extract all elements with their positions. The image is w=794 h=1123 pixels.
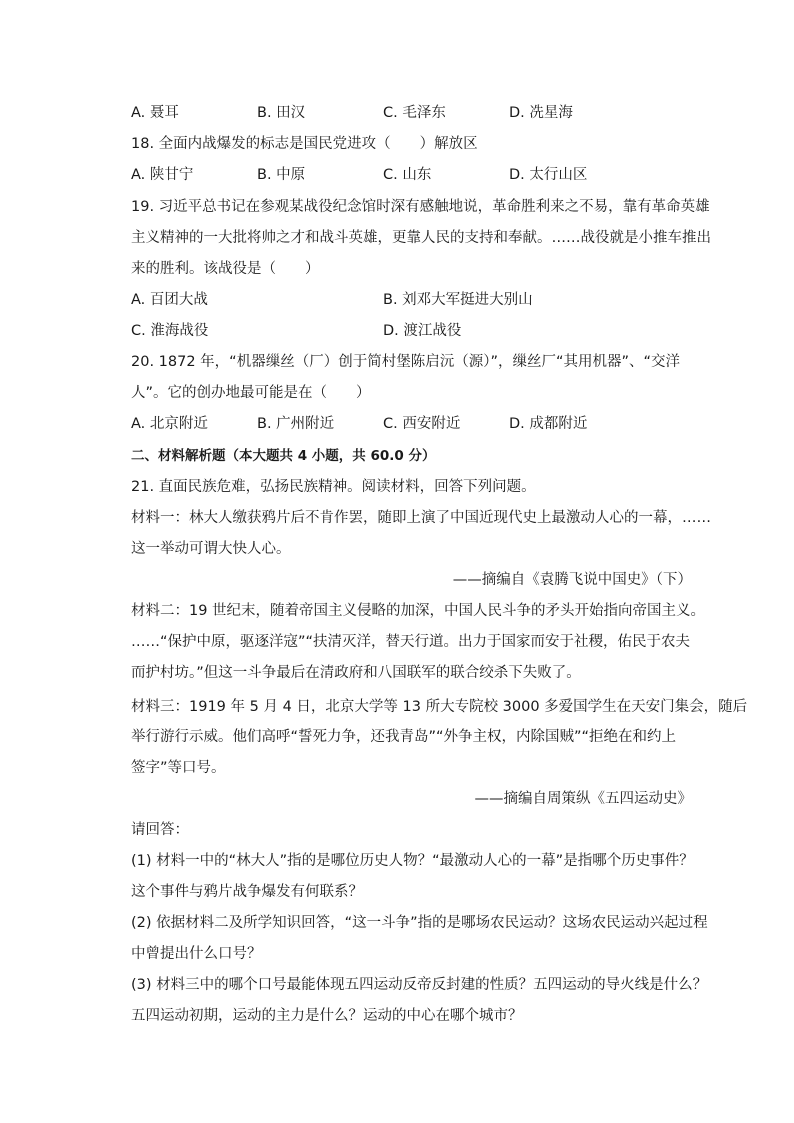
q17-option-b: B. 田汉: [257, 105, 306, 121]
material-2-line: ……“保护中原，驱逐洋寇”“扶清灭洋，替天行道。出力于国家而安于社稷，佑民于农夫: [131, 634, 691, 650]
q18-option-b: B. 中原: [257, 167, 306, 183]
q20-option-b: B. 广州附近: [257, 416, 335, 432]
q19-option-d: D. 渡江战役: [383, 323, 462, 339]
sub-question-line: (1) 材料一中的“林大人”指的是哪位历史人物？“最激动人心的一幕”是指哪个历史事件？: [131, 853, 694, 869]
q20-option-c: C. 西安附近: [383, 416, 461, 432]
material-3-line: 材料三：1919 年 5 月 4 日，北京大学等 13 所大专院校 3000 多爱国学生在天安门集会，随后: [131, 699, 748, 715]
q19-stem-line: 19. 习近平总书记在参观某战役纪念馆时深有感触地说，革命胜利来之不易，靠有革命英雄: [131, 199, 710, 215]
sub-question-line: 中曾提出什么口号？: [131, 946, 262, 962]
q19-option-b: B. 刘邓大军挺进大别山: [383, 292, 533, 308]
material-2-line: 材料二：19 世纪末，随着帝国主义侵略的加深，中国人民斗争的矛头开始指向帝国主义。: [131, 603, 706, 619]
q18-option-d: D. 太行山区: [509, 167, 588, 183]
q19-option-a: A. 百团大战: [131, 292, 208, 308]
q20-stem-line: 20. 1872 年，“机器缫丝（厂）创于简村堡陈启沅（源）”，缫丝厂“其用机器”、“交洋: [131, 354, 680, 370]
material-3-line: 举行游行示威。他们高呼“誓死力争，还我青岛”“外争主权，内除国贼”“拒绝在和约上: [131, 729, 677, 745]
answer-prompt: 请回答：: [131, 822, 189, 838]
q17-option-c: C. 毛泽东: [383, 105, 446, 121]
q18-stem: 18. 全面内战爆发的标志是国民党进攻（ ）解放区: [131, 136, 478, 152]
q18-option-c: C. 山东: [383, 167, 432, 183]
q19-option-c: C. 淮海战役: [131, 323, 209, 339]
q17-option-a: A. 聂耳: [131, 105, 179, 121]
sub-question-line: (3) 材料三中的哪个口号最能体现五四运动反帝反封建的性质？五四运动的导火线是什么？: [131, 977, 708, 993]
q18-option-a: A. 陕甘宁: [131, 167, 194, 183]
section-heading: 二、材料解析题（本大题共 4 小题，共 60.0 分）: [131, 448, 436, 464]
q21-stem: 21. 直面民族危难，弘扬民族精神。阅读材料，回答下列问题。: [131, 479, 536, 495]
material-1-line: 这一举动可谓大快人心。: [131, 541, 291, 557]
material-3-line: 签字”等口号。: [131, 760, 226, 776]
q17-option-d: D. 冼星海: [509, 105, 573, 121]
material-2-line: 而护村坊。”但这一斗争最后在清政府和八国联军的联合绞杀下失败了。: [131, 665, 581, 681]
sub-question-line: 五四运动初期，运动的主力是什么？运动的中心在哪个城市？: [131, 1008, 523, 1024]
sub-question-line: (2) 依据材料二及所学知识回答，“这一斗争”指的是哪场农民运动？这场农民运动兴起过程: [131, 915, 708, 931]
material-3-source: ——摘编自周策纵《五四运动史》: [474, 791, 692, 807]
q19-stem-line: 来的胜利。该战役是（ ）: [131, 261, 320, 277]
sub-question-line: 这个事件与鸦片战争爆发有何联系？: [131, 884, 363, 900]
q20-option-d: D. 成都附近: [509, 416, 588, 432]
material-1-source: ——摘编自《袁腾飞说中国史》（下）: [452, 572, 692, 588]
material-1-line: 材料一：林大人缴获鸦片后不肯作罢，随即上演了中国近现代史上最激动人心的一幕，……: [131, 510, 711, 526]
q20-option-a: A. 北京附近: [131, 416, 208, 432]
q20-stem-line: 人”。它的创办地最可能是在（ ）: [131, 385, 371, 401]
q19-stem-line: 主义精神的一大批将帅之才和战斗英雄，更靠人民的支持和奉献。……战役就是小推车推出: [131, 230, 711, 246]
